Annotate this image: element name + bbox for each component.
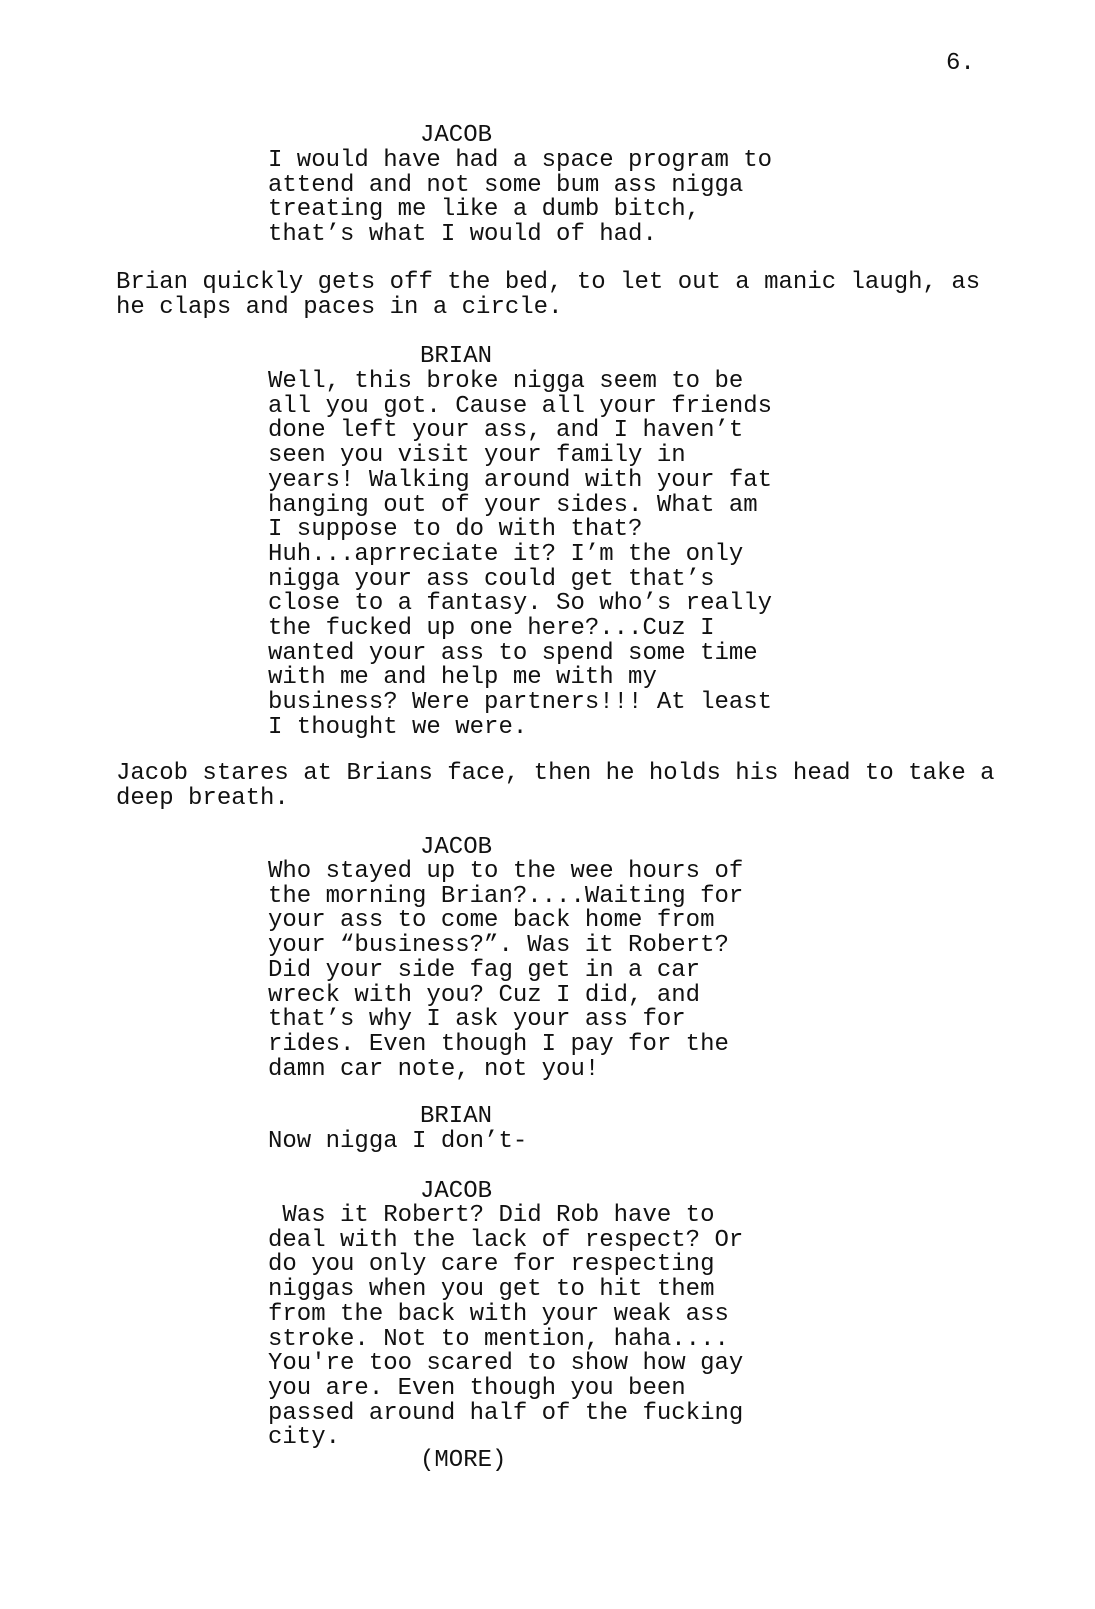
dialogue-brian: Well, this broke nigga seem to be all you got. Cause all your friends done left your ass, and I haven’t seen you visit your family in years! Walking around with your fat hanging out of your sides. What am I suppose to do with that? Huh...aprreciate it? I’m the only nigga your ass could get that’s close to a fantasy. So who’s really the fucked up one here?...Cuz I wanted your ass to spend some time with me and help me with my business? Were partners!!! At least I thought we were.: [268, 368, 773, 741]
dialogue-jacob: I would have had a space program to attend and not some bum ass nigga treating me like a dumb bitch, that’s what I would of had.: [268, 147, 773, 249]
action-line: Jacob stares at Brians face, then he holds his head to take a deep breath.: [116, 760, 995, 812]
character-name-jacob: JACOB: [420, 122, 493, 149]
more-continuation: (MORE): [420, 1447, 507, 1474]
dialogue-jacob: Was it Robert? Did Rob have to deal with the lack of respect? Or do you only care for respecting niggas when you get to hit them from the back with your weak ass stroke. Not to mention, haha.... You're too scared to show how gay you are. Even though you been passed around half of the fucking city.: [268, 1202, 744, 1452]
dialogue-jacob: Who stayed up to the wee hours of the morning Brian?....Waiting for your ass to come back home from your “business?”. Was it Robert? Did your side fag get in a car wreck with you? Cuz I did, and that’s why I ask your ass for rides. Even though I pay for the damn car note, not you!: [268, 858, 744, 1083]
action-line: Brian quickly gets off the bed, to let out a manic laugh, as he claps and paces in a circle.: [116, 269, 981, 321]
page-number: 6.: [946, 50, 975, 77]
character-name-jacob: JACOB: [420, 834, 493, 861]
character-name-brian: BRIAN: [420, 343, 493, 370]
character-name-brian: BRIAN: [420, 1103, 493, 1130]
character-name-jacob: JACOB: [420, 1178, 493, 1205]
dialogue-brian: Now nigga I don’t-: [268, 1128, 528, 1155]
